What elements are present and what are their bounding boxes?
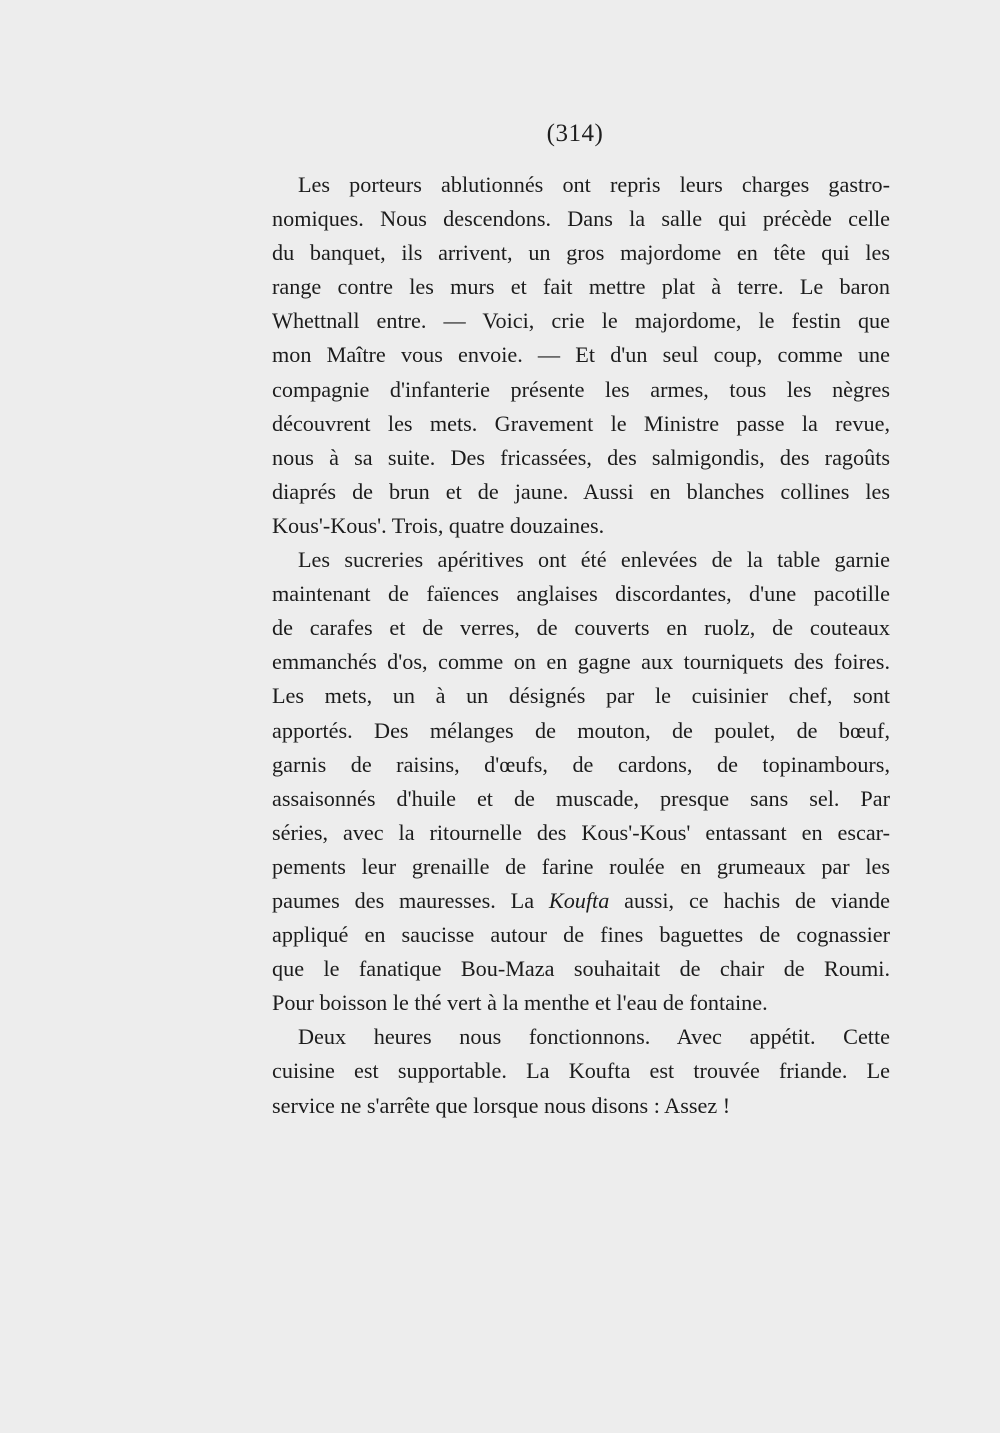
text-line: Pour boisson le thé vert à la menthe et l'eau de fontaine.: [272, 990, 768, 1016]
body-text: [272, 168, 890, 1123]
text-line: Les porteurs ablutionnés ont repris leurs charges gastro-: [298, 172, 890, 197]
text-line: garnis de raisins, d'œufs, de cardons, de topinambours,: [272, 751, 890, 777]
text-line: service ne s'arrête que lorsque nous disons : Assez !: [272, 1092, 731, 1118]
paragraph-3: [272, 1020, 890, 1122]
text-line: Les sucreries apéritives ont été enlevées de la table garnie: [298, 547, 890, 573]
text-line: assaisonnés d'huile et de muscade, presque sans sel. Par: [272, 785, 890, 811]
paragraph-1: [272, 168, 890, 543]
text-line: nous à sa suite. Des fricassées, des salmigondis, des ragoûts: [272, 444, 890, 470]
text-line: nomiques. Nous descendons. Dans la salle qui précède celle: [272, 206, 890, 232]
text-line: appliqué en saucisse autour de fines baguettes de cognassier: [272, 922, 890, 948]
paragraph-2: [272, 543, 890, 1020]
page-number: (314): [546, 120, 604, 147]
text-line: Deux heures nous fonctionnons. Avec appétit. Cette: [298, 1024, 890, 1050]
text-line: pements leur grenaille de farine roulée en grumeaux par les: [272, 853, 890, 879]
text-line: que le fanatique Bou-Maza souhaitait de chair de Roumi.: [272, 956, 890, 982]
text-line: Les mets, un à un désignés par le cuisinier chef, sont: [272, 683, 890, 709]
text-line: de carafes et de verres, de couverts en ruolz, de couteaux: [272, 615, 890, 641]
text-line: séries, avec la ritournelle des Kous'-Kous' entassant en escar-: [272, 819, 890, 845]
text-line: range contre les murs et fait mettre plat à terre. Le baron: [272, 274, 890, 300]
text-line: emmanchés d'os, comme on en gagne aux tourniquets des foires.: [272, 649, 890, 675]
text-line: mon Maître vous envoie. — Et d'un seul coup, comme une: [272, 342, 890, 368]
text-line: découvrent les mets. Gravement le Ministre passe la revue,: [272, 410, 890, 436]
text-line: compagnie d'infanterie présente les armes, tous les nègres: [272, 376, 890, 402]
text-line: cuisine est supportable. La Koufta est trouvée friande. Le: [272, 1058, 890, 1084]
text-line: paumes des mauresses. La Koufta aussi, ce hachis de viande: [272, 887, 890, 913]
text-line: maintenant de faïences anglaises discordantes, d'une pacotille: [272, 581, 890, 607]
text-line: du banquet, ils arrivent, un gros majordome en tête qui les: [272, 240, 890, 266]
text-line: Kous'-Kous'. Trois, quatre douzaines.: [272, 512, 605, 538]
text-line: apportés. Des mélanges de mouton, de poulet, de bœuf,: [272, 717, 890, 743]
text-line: Whettnall entre. — Voici, crie le majordome, le festin que: [272, 308, 890, 334]
text-line: diaprés de brun et de jaune. Aussi en blanches collines les: [272, 478, 890, 504]
